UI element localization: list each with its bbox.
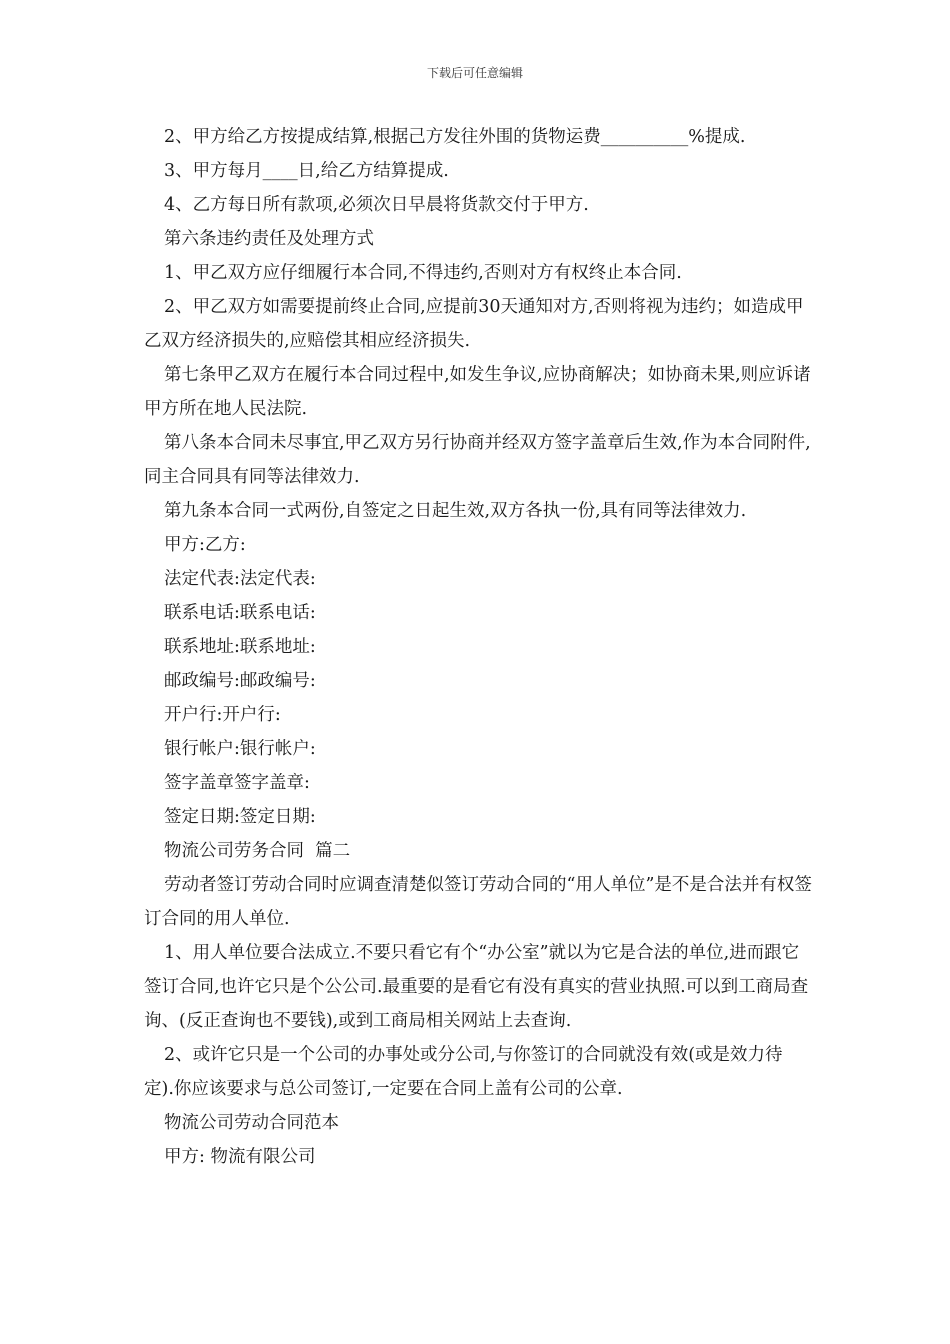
paragraph: 2、甲方给乙方按提成结算,根据己方发往外围的货物运费__________%提成.	[164, 127, 746, 147]
paragraph: 甲方: 物流有限公司	[164, 1147, 316, 1167]
signature-field: 邮政编号:邮政编号:	[164, 671, 316, 691]
paragraph: 第七条甲乙双方在履行本合同过程中,如发生争议,应协商解决；如协商未果,则应诉诸甲方所在地人民法院.	[144, 365, 811, 419]
paragraph: 2、或许它只是一个公司的办事处或分公司,与你签订的合同就没有效(或是效力待定).你应该要求与总公司签订,一定要在合同上盖有公司的公章.	[144, 1045, 783, 1099]
paragraph: 3、甲方每月____日,给乙方结算提成.	[164, 161, 449, 181]
paragraph: 劳动者签订劳动合同时应调查清楚似签订劳动合同的“用人单位”是不是合法并有权签订合同的用人单位.	[144, 875, 812, 929]
section-heading: 物流公司劳务合同 篇二	[164, 841, 351, 861]
signature-field: 开户行:开户行:	[164, 705, 281, 725]
signature-field: 法定代表:法定代表:	[164, 569, 316, 589]
page-header: 下载后可任意编辑	[426, 66, 523, 80]
paragraph: 第八条本合同未尽事宜,甲乙双方另行协商并经双方签字盖章后生效,作为本合同附件,同主合同具有同等法律效力.	[144, 433, 811, 487]
signature-field: 甲方:乙方:	[164, 535, 246, 555]
signature-field: 签字盖章签字盖章:	[164, 773, 310, 793]
signature-field: 签定日期:签定日期:	[164, 807, 316, 827]
signature-field: 银行帐户:银行帐户:	[164, 739, 316, 759]
paragraph: 4、乙方每日所有款项,必须次日早晨将货款交付于甲方.	[164, 195, 589, 215]
paragraph: 1、甲乙双方应仔细履行本合同,不得违约,否则对方有权终止本合同.	[164, 263, 682, 283]
signature-field: 联系地址:联系地址:	[164, 637, 316, 657]
paragraph: 第九条本合同一式两份,自签定之日起生效,双方各执一份,具有同等法律效力.	[164, 501, 747, 521]
section-heading: 物流公司劳动合同范本	[164, 1113, 339, 1133]
signature-field: 联系电话:联系电话:	[164, 603, 316, 623]
document-body	[144, 120, 812, 1174]
section-heading: 第六条违约责任及处理方式	[164, 229, 374, 249]
paragraph: 1、用人单位要合法成立.不要只看它有个“办公室”就以为它是合法的单位,进而跟它签订合同,也许它只是个公公司.最重要的是看它有没有真实的营业执照.可以到工商局查询、(反正查询也不要钱),或到工商局相关网站上去查询.	[144, 943, 809, 1031]
paragraph: 2、甲乙双方如需要提前终止合同,应提前30天通知对方,否则将视为违约；如造成甲乙双方经济损失的,应赔偿其相应经济损失.	[144, 297, 804, 351]
